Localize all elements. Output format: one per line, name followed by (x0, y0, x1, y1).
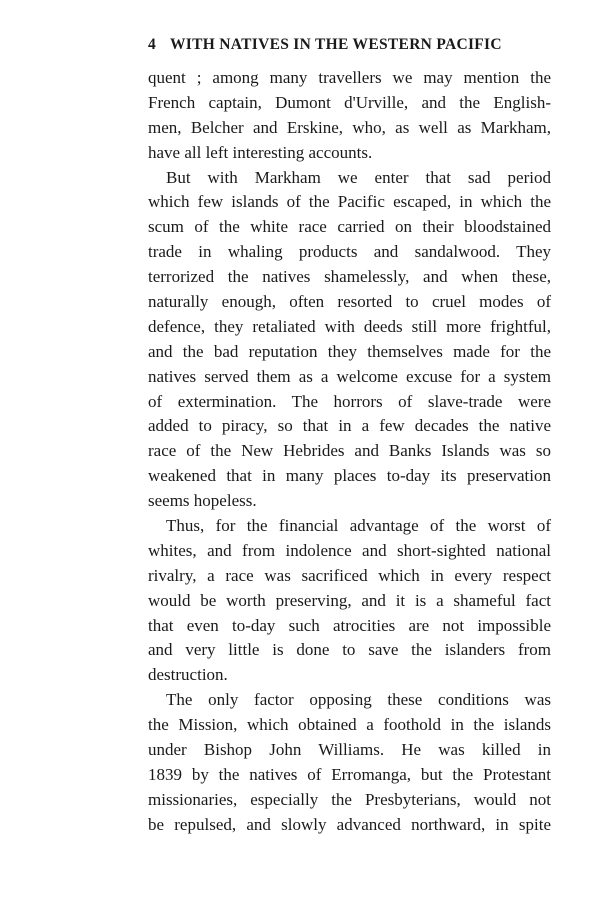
text-line: and very little is done to save the islanders from (148, 640, 551, 660)
page-body-text (148, 66, 551, 838)
running-title: WITH NATIVES IN THE WESTERN PACIFIC (169, 36, 502, 53)
text-line: under Bishop John Williams. He was killed in (148, 740, 551, 760)
text-line: whites, and from indolence and short-sighted national (148, 540, 551, 560)
text-line: Thus, for the financial advantage of the worst of (166, 516, 551, 536)
text-line: quent ; among many travellers we may mention the (148, 68, 551, 87)
text-line: destruction. (148, 665, 228, 685)
text-line: which few islands of the Pacific escaped, in which the (148, 192, 551, 212)
text-line: weakened that in many places to-day its preservation (148, 466, 551, 486)
text-line: would be worth preserving, and it is a shameful fact (148, 590, 551, 610)
text-line: 1839 by the natives of Erromanga, but the Protestant (148, 764, 551, 784)
text-line: scum of the white race carried on their bloodstained (148, 217, 551, 237)
text-line: naturally enough, often resorted to cruel modes of (148, 292, 551, 312)
text-line: men, Belcher and Erskine, who, as well as Markham, (148, 117, 551, 137)
text-line: the Mission, which obtained a foothold in the islands (148, 715, 551, 735)
text-line: race of the New Hebrides and Banks Islands was so (148, 441, 551, 461)
text-line: be repulsed, and slowly advanced northward, in spite (148, 814, 551, 834)
text-line: that even to-day such atrocities are not impossible (148, 615, 551, 635)
text-line: of extermination. The horrors of slave-trade were (148, 391, 551, 411)
text-line: The only factor opposing these conditions was (166, 690, 551, 710)
text-line: trade in whaling products and sandalwood. They (148, 242, 551, 262)
text-line: But with Markham we enter that sad period (166, 167, 551, 187)
text-line: terrorized the natives shamelessly, and when these, (148, 267, 551, 287)
page-number: 4 (148, 36, 157, 53)
text-line: French captain, Dumont d'Urville, and the English- (148, 92, 551, 112)
text-line: added to piracy, so that in a few decades the native (148, 416, 551, 436)
text-line: have all left interesting accounts. (148, 142, 373, 162)
text-line: rivalry, a race was sacrificed which in every respect (148, 565, 551, 585)
running-header (148, 36, 552, 54)
text-line: defence, they retaliated with deeds still more frightful, (148, 316, 551, 336)
text-line: seems hopeless. (148, 491, 257, 511)
text-line: missionaries, especially the Presbyterians, would not (148, 789, 551, 809)
text-line: natives served them as a welcome excuse for a system (148, 366, 551, 386)
text-line: and the bad reputation they themselves made for the (148, 341, 551, 361)
